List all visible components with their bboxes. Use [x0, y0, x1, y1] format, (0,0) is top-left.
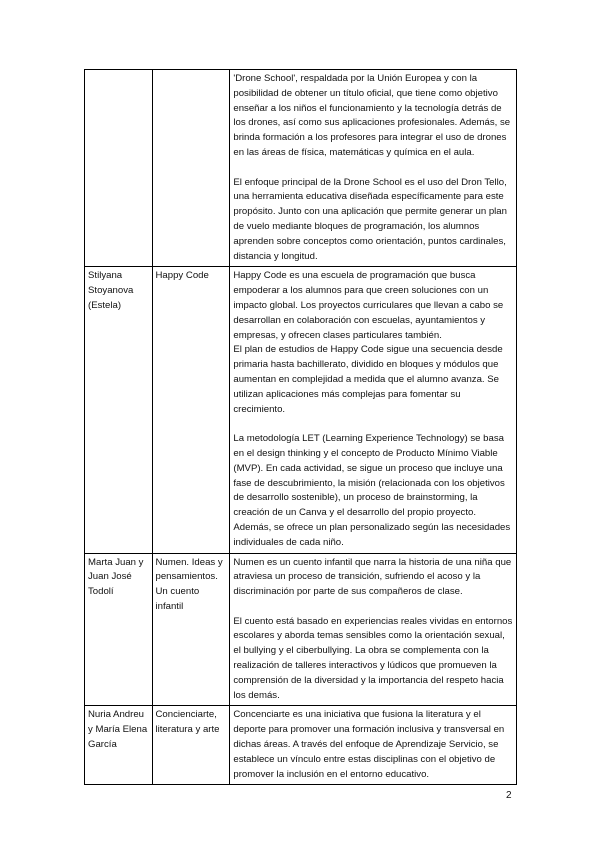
- description-paragraph: 'Drone School', respaldada por la Unión Europea y con la posibilidad de obtener un título oficial, que tiene como objetivo enseñar a los niños el funcionamiento y la tecnología detrás de los drones, así como sus aplicaciones profesionales. Además, se brinda formación a los profesores para integrar el uso de drones en las áreas de física, matemáticas y química en el aula.: [233, 73, 511, 158]
- description-cell: [230, 553, 517, 706]
- description-paragraph: El cuento está basado en experiencias reales vividas en entornos escolares y aborda temas sensibles como la orientación sexual, el bullying y el ciberbullying. La obra se complementa con la realización de talleres interactivos y lúdicos que promueven la comprensión de la diversidad y la importancia del respeto hacia los demás.: [233, 615, 513, 701]
- project-cell: Numen. Ideas y pensamientos. Un cuento infantil: [152, 553, 230, 706]
- description-cell: [230, 706, 517, 785]
- project-cell: Happy Code: [152, 267, 230, 553]
- description-paragraph: Numen es un cuento infantil que narra la historia de una niña que atraviesa un proceso de transición, sufriendo el acoso y la discriminación por parte de sus compañeros de clase.: [233, 556, 512, 598]
- author-cell: Nuria Andreu y María Elena García: [85, 706, 153, 785]
- description-paragraph: Concenciarte es una iniciativa que fusiona la literatura y el deporte para promover una formación inclusiva y transversal en dichas áreas. A través del enfoque de Aprendizaje Servicio, se establece un vínculo entre estas disciplinas con el objetivo de promover la inclusión en el entorno educativo.: [233, 709, 505, 780]
- table-row: [85, 70, 517, 267]
- description-paragraph: La metodología LET (Learning Experience Technology) se basa en el design thinking y el concepto de Producto Mínimo Viable (MVP). En cada actividad, se sigue un proceso que incluye una fase de descubrimiento, la misión (relacionada con los objetivos de desarrollo sostenible), un proceso de brainstorming, la creación de un Canva y el desarrollo del propio proyecto. Además, se ofrece un plan personalizado según las necesidades individuales de cada niño.: [233, 433, 511, 548]
- description-paragraph: El enfoque principal de la Drone School es el uso del Dron Tello, una herramienta educativa diseñada específicamente para este propósito. Junto con una aplicación que permite generar un plan de vuelo mediante bloques de programación, los alumnos aprenden sobre conceptos como orientación, puntos cardinales, distancia y longitud.: [233, 176, 507, 262]
- table-row: [85, 267, 517, 553]
- description-paragraph: El plan de estudios de Happy Code sigue una secuencia desde primaria hasta bachillerato, dividido en bloques y módulos que aumentan en complejidad a medida que el alumno avanza. Se utilizan aplicaciones más complejas para fomentar su crecimiento.: [233, 344, 503, 415]
- table-row: [85, 553, 517, 706]
- project-cell: [152, 70, 230, 267]
- page-number: 2: [506, 790, 512, 801]
- author-cell: Stilyana Stoyanova (Estela): [85, 267, 153, 553]
- author-cell: [85, 70, 153, 267]
- project-cell: Concienciarte, literatura y arte: [152, 706, 230, 785]
- author-cell: Marta Juan y Juan José Todolí: [85, 553, 153, 706]
- description-cell: [230, 70, 517, 267]
- projects-table: [84, 69, 517, 785]
- description-cell: [230, 267, 517, 553]
- table-row: [85, 706, 517, 785]
- description-paragraph: Happy Code es una escuela de programación que busca empoderar a los alumnos para que creen soluciones con un impacto global. Los proyectos curriculares que llevan a cabo se desarrollan en colaboración con escuelas, ayuntamientos y empresas, y ofrecen clases particulares también.: [233, 270, 504, 341]
